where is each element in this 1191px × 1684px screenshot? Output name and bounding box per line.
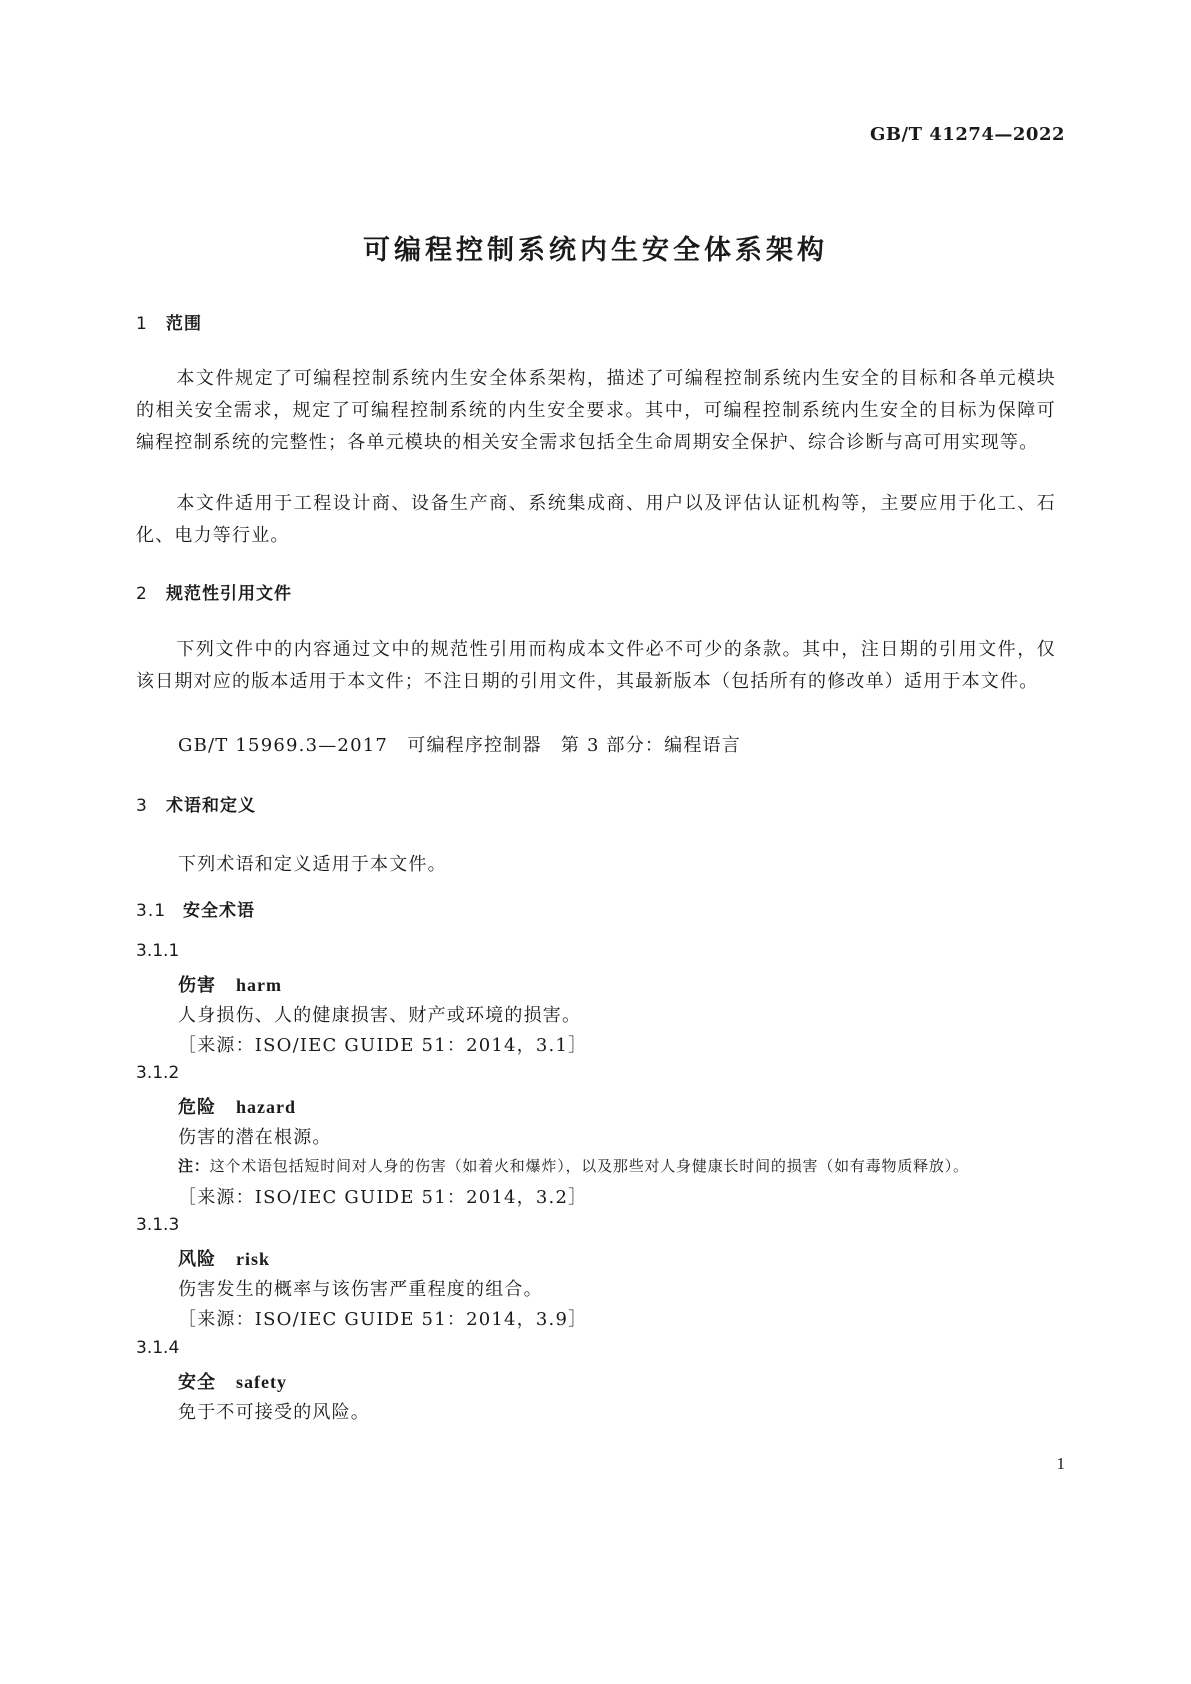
section-intro: 下列术语和定义适用于本文件。 [178, 854, 447, 875]
section-number: 1 [136, 314, 148, 334]
term-en: safety [236, 1372, 287, 1392]
term-entry [178, 1245, 270, 1271]
term-en: harm [236, 975, 282, 995]
term-definition: 伤害发生的概率与该伤害严重程度的组合。 [178, 1279, 543, 1300]
term-zh: 安全 [178, 1372, 216, 1393]
term-zh: 危险 [178, 1097, 216, 1118]
section-title: 术语和定义 [166, 796, 256, 816]
term-entry [178, 1093, 296, 1119]
term-definition: 人身损伤、人的健康损害、财产或环境的损害。 [178, 1005, 582, 1026]
note-text: 这个术语包括短时间对人身的伤害（如着火和爆炸），以及那些对人身健康长时间的损害（如有毒物质释放）。 [209, 1157, 969, 1175]
term-definition: 伤害的潜在根源。 [178, 1127, 332, 1148]
page-number: 1 [1056, 1454, 1065, 1473]
term-definition: 免于不可接受的风险。 [178, 1402, 370, 1423]
section-title: 范围 [166, 314, 202, 334]
section-heading-3 [136, 791, 256, 816]
term-zh: 风险 [178, 1249, 216, 1270]
paragraph: 下列文件中的内容通过文中的规范性引用而构成本文件必不可少的条款。其中，注日期的引用文件，仅该日期对应的版本适用于本文件；不注日期的引用文件，其最新版本（包括所有的修改单）适用于本文件。 [136, 639, 1056, 692]
paragraph: 本文件适用于工程设计商、设备生产商、系统集成商、用户以及评估认证机构等，主要应用于化工、石化、电力等行业。 [136, 493, 1056, 546]
term-number: 3.1.1 [136, 941, 180, 961]
term-source: ［来源：ISO/IEC GUIDE 51：2014，3.2］ [178, 1187, 588, 1208]
subsection-heading [136, 896, 255, 921]
section-number: 2 [136, 584, 148, 604]
term-zh: 伤害 [178, 975, 216, 996]
section-number: 3 [136, 796, 148, 816]
section-heading-2 [136, 579, 292, 604]
subsection-number: 3.1 [136, 901, 167, 921]
term-en: hazard [236, 1097, 296, 1117]
term-entry [178, 971, 282, 997]
document-title: 可编程控制系统内生安全体系架构 [363, 235, 828, 266]
term-number: 3.1.4 [136, 1338, 180, 1358]
term-number: 3.1.2 [136, 1063, 180, 1083]
subsection-title: 安全术语 [183, 901, 255, 921]
standard-number: GB/T 41274—2022 [869, 124, 1065, 145]
term-source: ［来源：ISO/IEC GUIDE 51：2014，3.1］ [178, 1035, 588, 1056]
term-number: 3.1.3 [136, 1215, 180, 1235]
term-en: risk [236, 1249, 271, 1269]
section-heading-1 [136, 309, 202, 334]
term-entry [178, 1368, 287, 1394]
term-source: ［来源：ISO/IEC GUIDE 51：2014，3.9］ [178, 1309, 588, 1330]
paragraph: 本文件规定了可编程控制系统内生安全体系架构，描述了可编程控制系统内生安全的目标和各单元模块的相关安全需求，规定了可编程控制系统的内生安全要求。其中，可编程控制系统内生安全的目标为保障可编程控制系统的完整性；各单元模块的相关安全需求包括全生命周期安全保护、综合诊断与高可用实现等。 [136, 368, 1056, 453]
section-title: 规范性引用文件 [166, 584, 292, 604]
normative-reference: GB/T 15969.3—2017 可编程序控制器 第 3 部分：编程语言 [178, 735, 741, 756]
term-note [178, 1155, 969, 1176]
note-label: 注： [178, 1157, 210, 1175]
